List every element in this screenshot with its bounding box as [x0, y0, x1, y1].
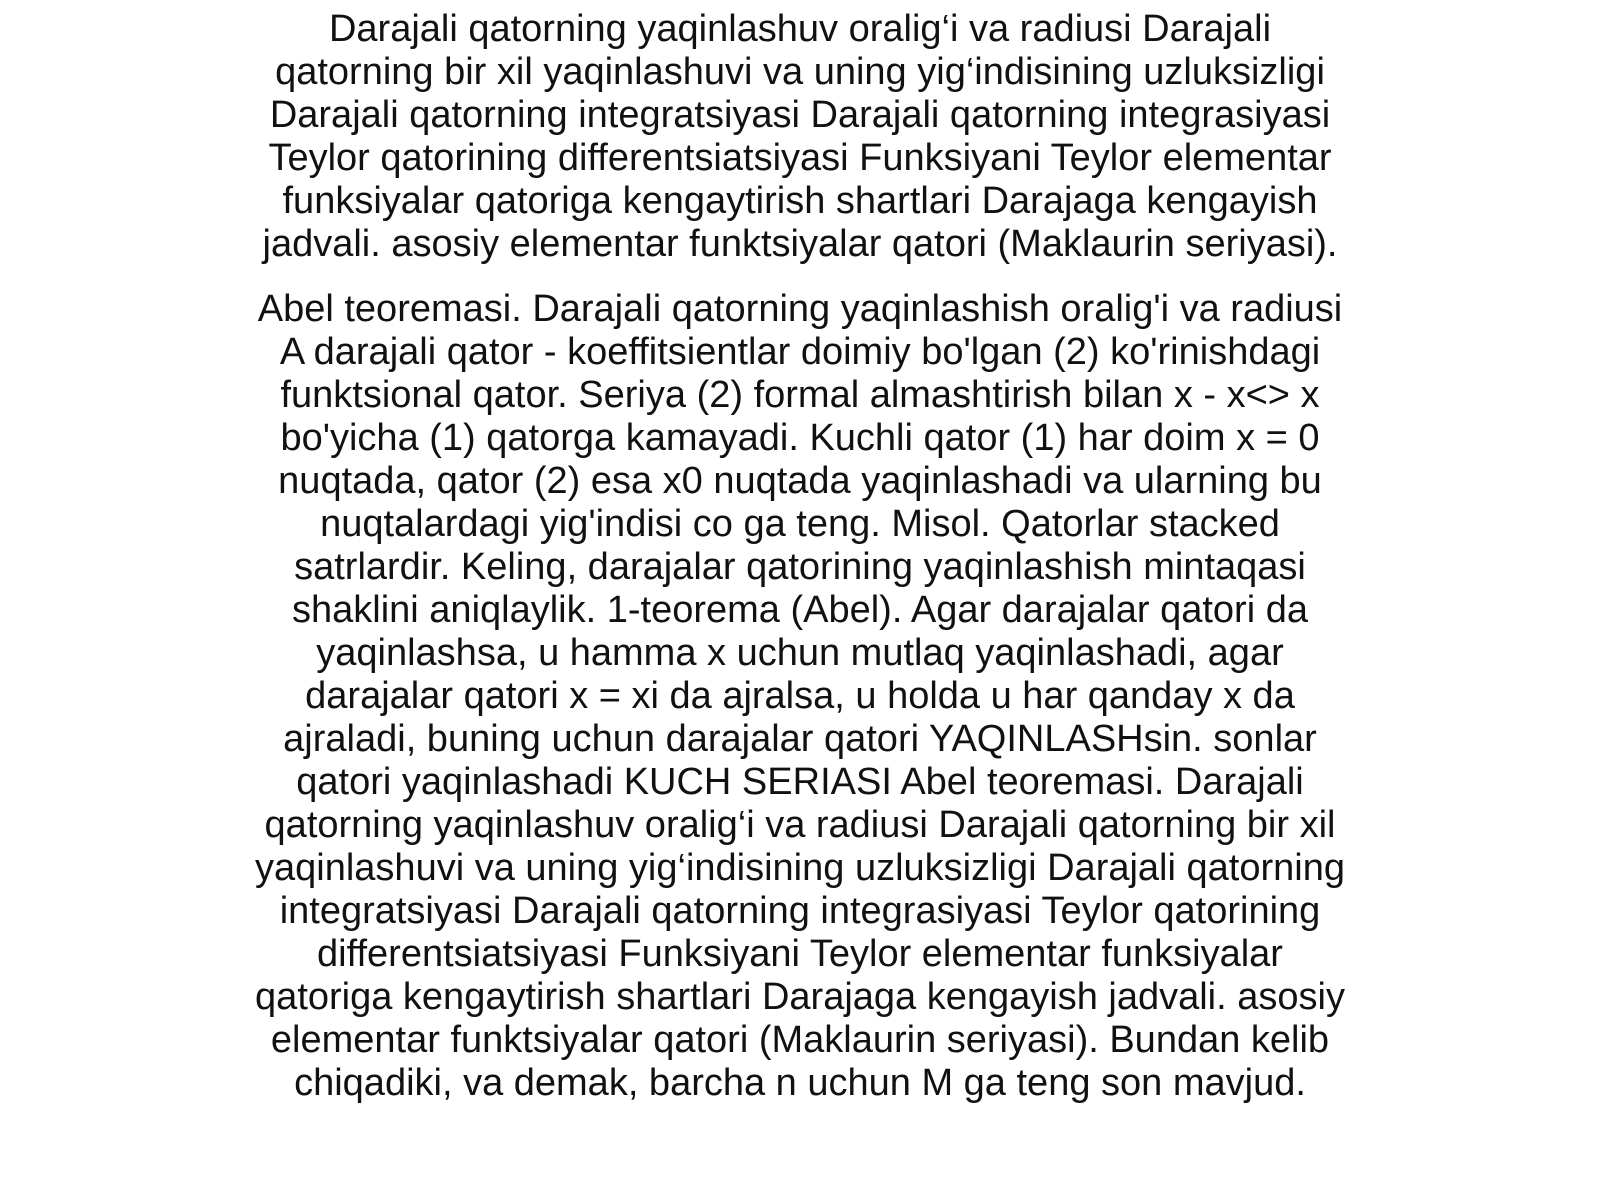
paragraph-abel-theorem [200, 288, 1400, 1105]
text-line: funktsional qator. Seriya (2) formal almashtirish bilan x - x<> x [280, 374, 1320, 416]
text-line: qatori yaqinlashadi KUCH SERIASI Abel teoremasi. Darajali [296, 761, 1304, 803]
text-line: nuqtada, qator (2) esa x0 nuqtada yaqinlashadi va ularning bu [278, 460, 1322, 502]
text-line: yaqinlashsa, u hamma x uchun mutlaq yaqinlashadi, agar [316, 632, 1284, 674]
text-line: ajraladi, buning uchun darajalar qatori YAQINLASHsin. sonlar [283, 718, 1317, 760]
text-line: Teylor qatorining differentsiatsiyasi Funksiyani Teylor elementar [268, 137, 1332, 179]
text-line: bo'yicha (1) qatorga kamayadi. Kuchli qator (1) har doim x = 0 [280, 417, 1320, 459]
text-line: Darajali qatorning yaqinlashuv oralig‘i va radiusi Darajali [328, 8, 1272, 50]
text-line: A darajali qator - koeffitsientlar doimiy bo'lgan (2) ko'rinishdagi [279, 331, 1321, 373]
text-line: chiqadiki, va demak, barcha n uchun M ga teng son mavjud. [294, 1062, 1306, 1104]
text-line: qatorning bir xil yaqinlashuvi va uning yig‘indisining uzluksizligi [275, 51, 1325, 93]
paragraph-intro [200, 8, 1400, 266]
text-line: yaqinlashuvi va uning yig‘indisining uzluksizligi Darajali qatorning [255, 847, 1345, 889]
text-line: Darajali qatorning integratsiyasi Darajali qatorning integrasiyasi [269, 94, 1331, 136]
text-line: satrlardir. Keling, darajalar qatorining yaqinlashish mintaqasi [294, 546, 1306, 588]
text-line: darajalar qatori x = xi da ajralsa, u holda u har qanday x da [305, 675, 1295, 717]
text-line: integratsiyasi Darajali qatorning integrasiyasi Teylor qatorining [279, 890, 1321, 932]
text-line: differentsiatsiyasi Funksiyani Teylor elementar funksiyalar [317, 933, 1283, 975]
text-line: elementar funktsiyalar qatori (Maklaurin seriyasi). Bundan kelib [270, 1019, 1330, 1061]
text-line: Abel teoremasi. Darajali qatorning yaqinlashish oralig'i va radiusi [257, 288, 1343, 330]
text-line: qatorning yaqinlashuv oralig‘i va radiusi Darajali qatorning bir xil [264, 804, 1336, 846]
text-line: shaklini aniqlaylik. 1-teorema (Abel). Agar darajalar qatori da [292, 589, 1308, 631]
text-line: nuqtalardagi yig'indisi co ga teng. Misol. Qatorlar stacked [320, 503, 1280, 545]
text-line: qatoriga kengaytirish shartlari Darajaga kengayish jadvali. asosiy [255, 976, 1345, 1018]
text-line: funksiyalar qatoriga kengaytirish shartlari Darajaga kengayish [282, 180, 1318, 222]
text-line: jadvali. asosiy elementar funktsiyalar qatori (Maklaurin seriyasi). [262, 223, 1338, 265]
